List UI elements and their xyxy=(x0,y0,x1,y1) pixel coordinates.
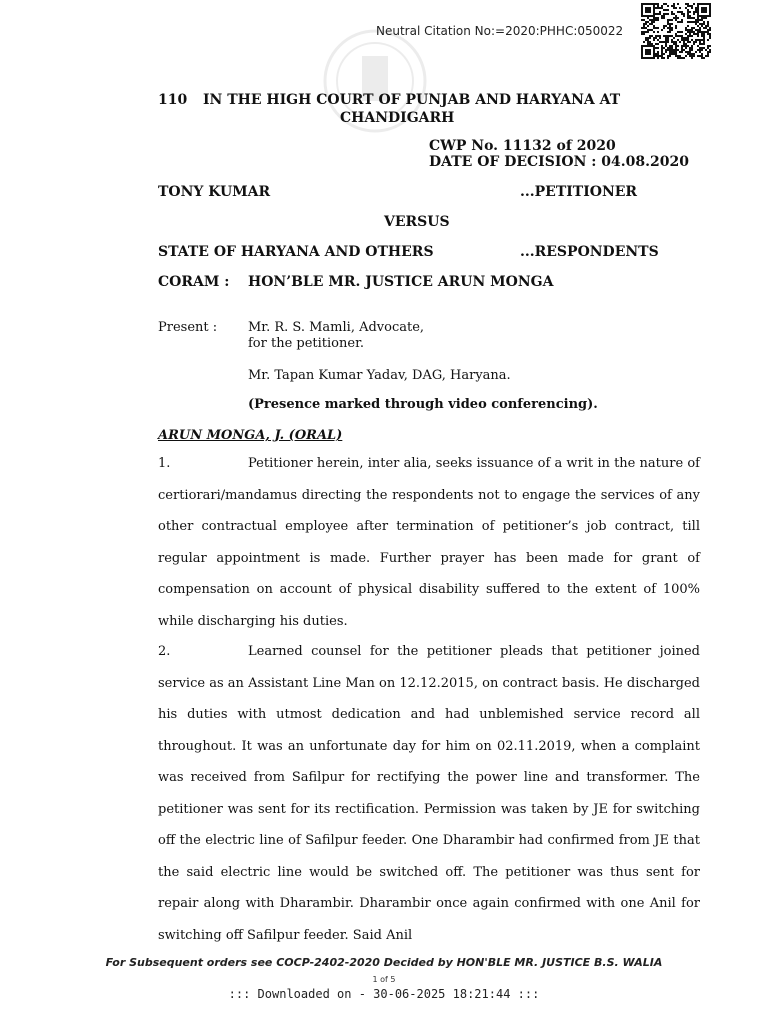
petitioner-name: TONY KUMAR xyxy=(158,184,271,200)
versus-label: VERSUS xyxy=(384,214,450,230)
court-name-line1: IN THE HIGH COURT OF PUNJAB AND HARYANA AT xyxy=(203,92,621,108)
present-label: Present : xyxy=(158,320,218,335)
counsel-state: Mr. Tapan Kumar Yadav, DAG, Haryana. xyxy=(248,368,511,383)
judgment-author: ARUN MONGA, J. (ORAL) xyxy=(158,428,343,443)
page-number: 1 of 5 xyxy=(372,975,396,984)
paragraph-number: 1. xyxy=(158,456,171,471)
case-number: CWP No. 11132 of 2020 xyxy=(429,138,616,154)
serial-number: 110 xyxy=(158,92,188,108)
qr-code-icon xyxy=(641,3,711,59)
counsel-petitioner-role: for the petitioner. xyxy=(248,336,364,351)
paragraph-1 xyxy=(158,448,700,637)
video-conferencing-note: (Presence marked through video conferencing). xyxy=(248,397,598,412)
coram-label: CORAM : xyxy=(158,274,230,290)
paragraph-2 xyxy=(158,636,700,951)
paragraph-text: Learned counsel for the petitioner pleads that petitioner joined service as an Assistant Line Man on 12.12.2015, on contract basis. He discharged his duties with utmost dedication and had unblemished service record all throughout. It was an unfortunate day for him on 02.11.2019, when a complaint was received from Safilpur for rectifying the power line and transformer. The petitioner was sent for its rectification. Permission was taken by JE for switching off the electric line of Safilpur feeder. One Dharambir had confirmed from JE that the said electric line would be switched off. The petitioner was thus sent for repair along with Dharambir. Dharambir once again confirmed with one Anil for switching off Safilpur feeder. Said Anil xyxy=(158,644,700,943)
court-name-line2: CHANDIGARH xyxy=(340,110,455,126)
paragraph-number: 2. xyxy=(158,644,171,659)
date-of-decision: DATE OF DECISION : 04.08.2020 xyxy=(429,154,689,170)
respondent-name: STATE OF HARYANA AND OTHERS xyxy=(158,244,434,260)
respondent-role: ...RESPONDENTS xyxy=(520,244,659,260)
counsel-petitioner: Mr. R. S. Mamli, Advocate, xyxy=(248,320,425,335)
coram-judge: HON’BLE MR. JUSTICE ARUN MONGA xyxy=(248,274,554,290)
neutral-citation: Neutral Citation No:=2020:PHHC:050022 xyxy=(376,24,624,38)
paragraph-text: Petitioner herein, inter alia, seeks issuance of a writ in the nature of certiorari/mandamus directing the respondents not to engage the services of any other contractual employee after termination of petitioner’s job contract, till regular appointment is made. Further prayer has been made for grant of compensation on account of physical disability suffered to the extent of 100% while discharging his duties. xyxy=(158,456,700,629)
subsequent-orders-note: For Subsequent orders see COCP-2402-2020 Decided by HON'BLE MR. JUSTICE B.S. WALIA xyxy=(105,956,663,969)
petitioner-role: ...PETITIONER xyxy=(520,184,638,200)
download-stamp: ::: Downloaded on - 30-06-2025 18:21:44 ::: xyxy=(228,987,540,1001)
